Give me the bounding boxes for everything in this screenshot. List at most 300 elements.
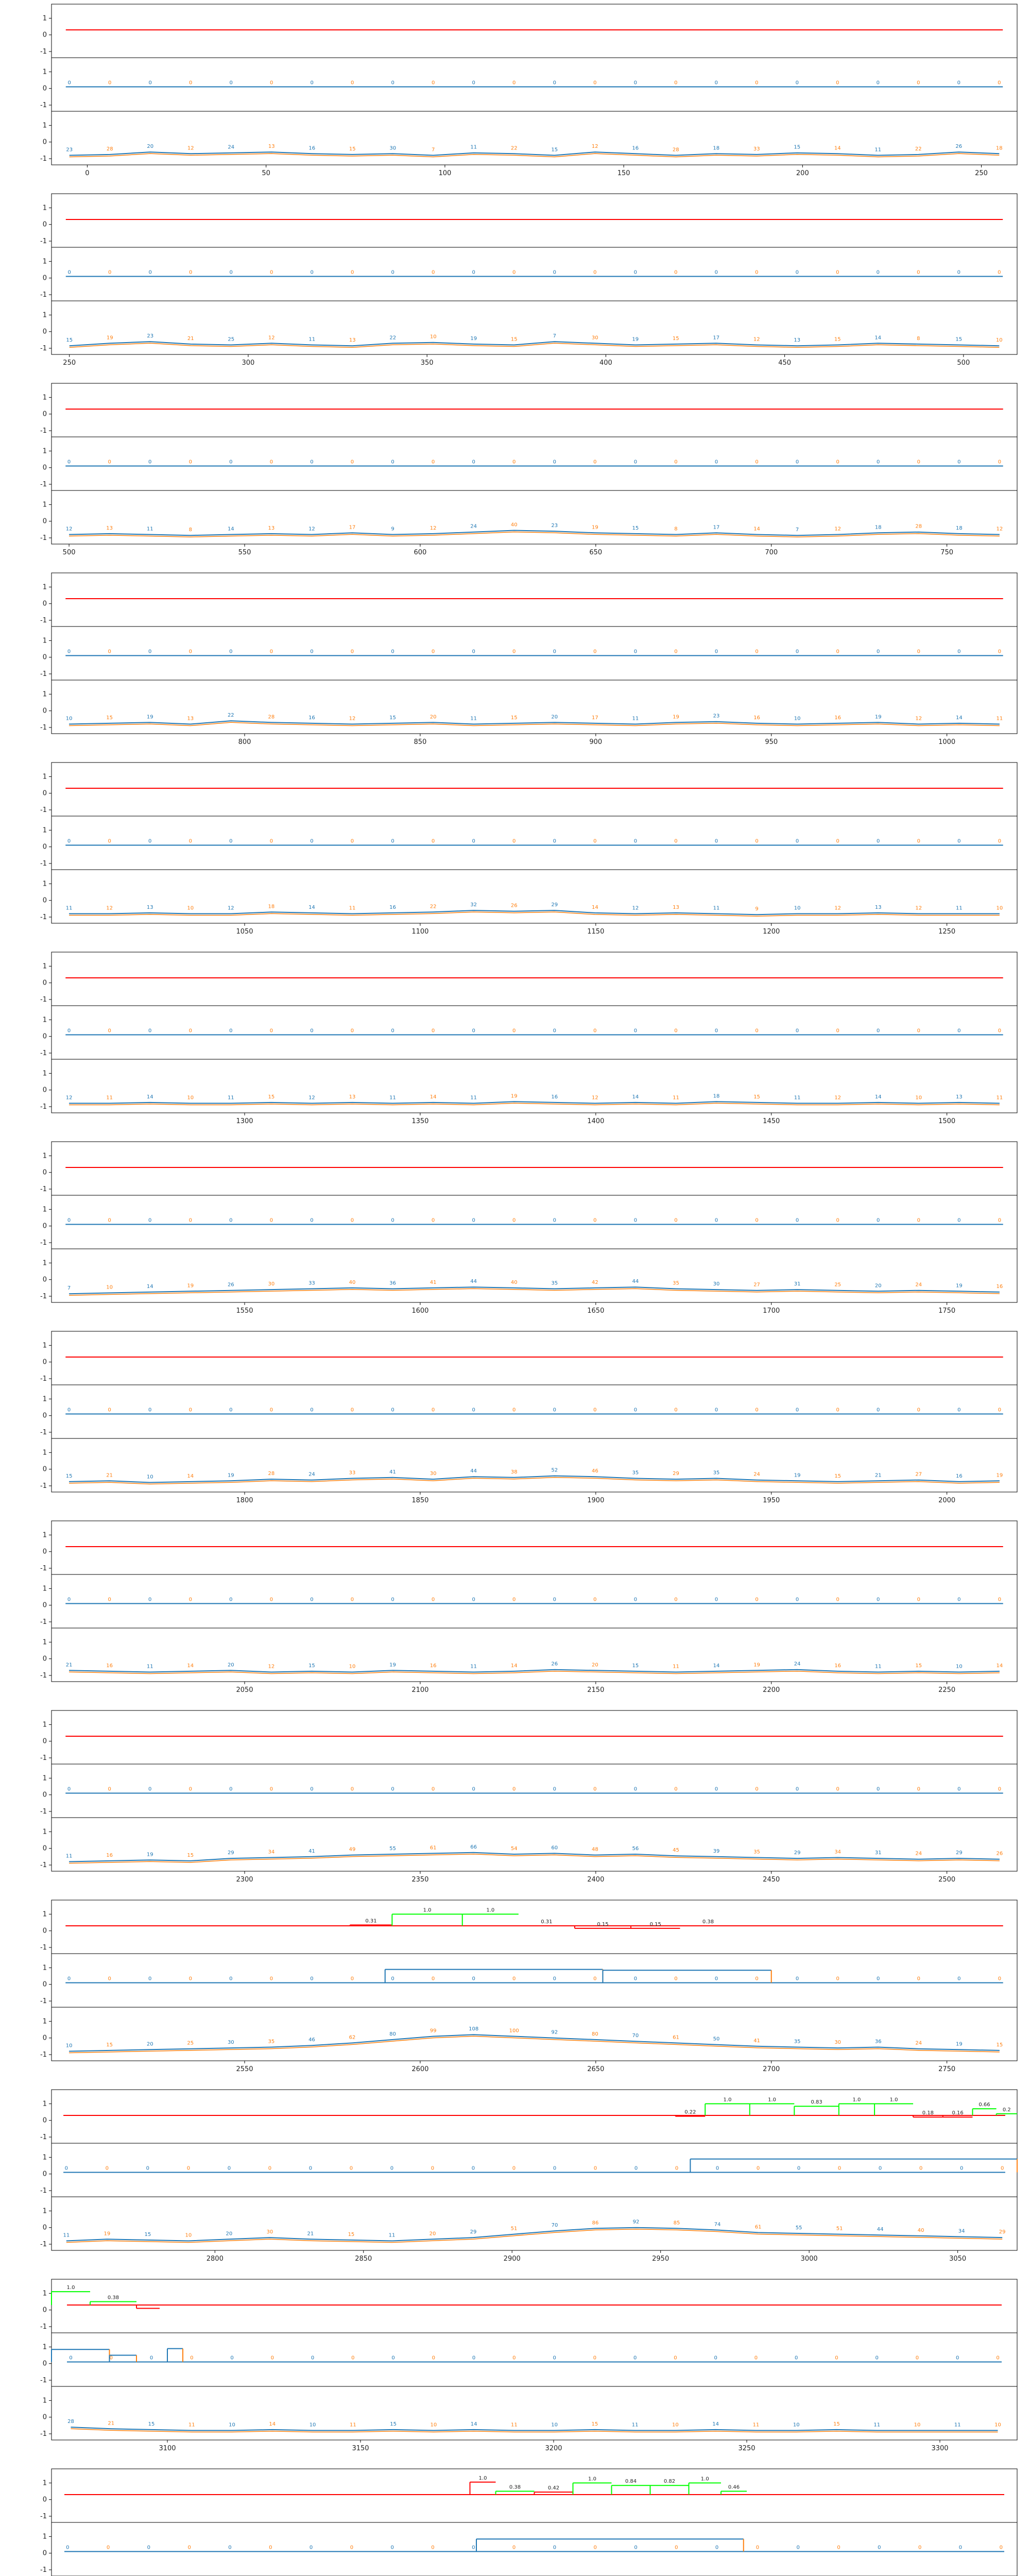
middle-marker: 0 [877, 1976, 880, 1982]
y-tick-label: -1 [40, 2187, 47, 2195]
event-label: 1.0 [66, 2285, 75, 2291]
y-tick-label: 0 [42, 1222, 47, 1230]
y-tick-label: 1 [42, 2533, 47, 2541]
subplot-frame [52, 490, 1017, 544]
middle-marker: 0 [795, 1028, 799, 1034]
y-tick-label: 1 [42, 1016, 47, 1024]
middle-marker: 0 [674, 80, 678, 86]
bottom-value-label: 15 [348, 2231, 355, 2238]
middle-marker: 0 [674, 1786, 678, 1792]
subplot [40, 2090, 1017, 2143]
middle-marker: 0 [756, 2165, 760, 2172]
subplot-frame [52, 2143, 1017, 2197]
x-tick-label: 1900 [587, 1497, 605, 1504]
middle-marker: 0 [351, 80, 354, 86]
bottom-value-label: 7 [553, 333, 556, 340]
bottom-value-label: 11 [511, 2422, 518, 2428]
subplot [40, 870, 1017, 923]
bottom-value-label: 51 [836, 2226, 843, 2232]
bottom-value-label: 35 [794, 2039, 801, 2045]
y-tick-label: 0 [42, 328, 47, 336]
bottom-value-label: 14 [874, 335, 882, 341]
middle-marker: 0 [512, 2545, 516, 2551]
x-tick-label: 2700 [763, 2065, 780, 2073]
middle-marker: 0 [512, 80, 516, 86]
middle-marker: 0 [108, 269, 112, 276]
y-tick-label: 0 [42, 221, 47, 229]
subplot-frame [52, 437, 1017, 490]
middle-marker: 0 [836, 1786, 839, 1792]
bottom-value-label: 10 [794, 905, 801, 911]
y-tick-label: 1 [42, 583, 47, 591]
bottom-value-label: 44 [470, 1279, 477, 1285]
event-label: 0.16 [952, 2110, 964, 2116]
subplot [40, 301, 1017, 354]
middle-marker: 0 [148, 1597, 152, 1603]
middle-marker: 0 [634, 2545, 638, 2551]
bottom-value-label: 28 [67, 2419, 74, 2425]
bottom-value-label: 10 [793, 2422, 800, 2428]
bottom-value-label: 28 [268, 714, 275, 720]
x-tick-label: 1000 [938, 738, 956, 746]
middle-marker: 0 [472, 2545, 475, 2551]
middle-marker: 0 [795, 459, 799, 465]
bottom-value-label: 54 [510, 1846, 518, 1852]
bottom-value-label: 11 [996, 1095, 1003, 1101]
y-tick-label: 1 [42, 773, 47, 781]
x-tick-label: 1250 [938, 928, 956, 936]
middle-marker: 0 [593, 1597, 597, 1603]
middle-marker: 0 [593, 1217, 597, 1224]
bottom-value-label: 14 [430, 1094, 437, 1100]
subplot [40, 626, 1017, 680]
middle-marker: 0 [308, 2165, 313, 2172]
middle-marker: 0 [229, 459, 233, 465]
middle-marker: 0 [390, 2545, 394, 2551]
bottom-value-label: 17 [349, 524, 356, 531]
bottom-value-label: 32 [470, 902, 477, 908]
subplot-frame [52, 2522, 1017, 2576]
bottom-series-b [69, 1289, 1000, 1295]
middle-marker: 0 [431, 838, 435, 844]
bottom-value-label: 21 [307, 2231, 314, 2237]
subplot-frame [52, 2333, 1017, 2386]
bottom-value-label: 26 [510, 903, 518, 909]
bottom-value-label: 15 [106, 715, 113, 721]
middle-marker: 0 [836, 838, 839, 844]
y-tick-label: -1 [40, 1997, 47, 2005]
y-tick-label: 0 [42, 1601, 47, 1609]
middle-marker: 0 [269, 649, 273, 655]
middle-marker: 0 [633, 1786, 638, 1792]
bottom-value-label: 15 [187, 1852, 194, 1858]
y-tick-label: -1 [40, 806, 47, 814]
y-tick-label: 0 [42, 979, 47, 987]
y-tick-label: -1 [40, 617, 47, 624]
subplot-frame [52, 194, 1017, 247]
middle-marker: 0 [431, 1407, 435, 1413]
bottom-value-label: 74 [714, 2222, 721, 2228]
middle-marker: 0 [269, 1028, 273, 1034]
middle-marker: 0 [675, 2165, 679, 2172]
bottom-value-label: 14 [146, 1094, 153, 1100]
chart-block [40, 762, 1017, 936]
middle-marker: 0 [755, 1217, 759, 1224]
y-tick-label: 1 [42, 14, 47, 23]
y-tick-label: -1 [40, 1482, 47, 1490]
middle-marker: 0 [795, 80, 799, 86]
middle-marker: 0 [919, 2165, 923, 2172]
bottom-value-label: 108 [469, 2026, 479, 2032]
x-tick-label: 800 [238, 738, 251, 746]
bottom-value-label: 11 [874, 147, 882, 153]
subplot-frame [52, 1006, 1017, 1059]
bottom-value-label: 12 [349, 716, 356, 722]
subplot [40, 2279, 1017, 2333]
x-tick-label: 3150 [352, 2445, 369, 2452]
bottom-value-label: 22 [430, 904, 437, 910]
bottom-value-label: 15 [65, 1473, 73, 1479]
x-tick-label: 2300 [236, 1876, 253, 1884]
y-tick-label: 0 [42, 1980, 47, 1989]
middle-marker: 0 [593, 1976, 597, 1982]
middle-marker: 0 [472, 838, 475, 844]
middle-marker: 0 [957, 1786, 961, 1792]
x-tick-label: 550 [238, 549, 251, 556]
x-tick-label: 2100 [411, 1686, 429, 1694]
bottom-value-label: 70 [551, 2223, 558, 2229]
middle-marker: 0 [310, 269, 314, 276]
y-tick-label: 1 [42, 2018, 47, 2026]
subplot [40, 1006, 1017, 1059]
bottom-value-label: 11 [955, 905, 963, 911]
y-tick-label: -1 [40, 1429, 47, 1436]
middle-marker: 0 [917, 80, 920, 86]
subplot [40, 2143, 1017, 2197]
middle-marker: 0 [229, 1217, 233, 1224]
middle-marker: 0 [472, 649, 475, 655]
middle-marker: 0 [795, 1217, 799, 1224]
subplot-frame [52, 1954, 1017, 2007]
bottom-value-label: 13 [268, 525, 275, 531]
middle-marker: 0 [918, 2545, 922, 2551]
middle-marker: 0 [269, 1217, 273, 1224]
bottom-value-label: 23 [147, 333, 154, 340]
bottom-value-label: 21 [106, 1472, 113, 1479]
bottom-value-label: 8 [917, 335, 920, 342]
middle-marker: 0 [270, 80, 273, 86]
middle-marker: 0 [836, 459, 839, 465]
subplot [40, 2197, 1017, 2250]
x-tick-label: 750 [940, 549, 954, 556]
bottom-value-label: 19 [673, 714, 679, 720]
middle-marker: 0 [431, 1786, 435, 1792]
bottom-value-label: 19 [389, 1662, 396, 1668]
bottom-value-label: 29 [227, 1850, 234, 1856]
middle-marker: 0 [147, 2545, 151, 2551]
middle-marker: 0 [755, 838, 759, 844]
bottom-value-label: 14 [510, 1663, 518, 1669]
bottom-value-label: 14 [996, 1663, 1003, 1669]
bottom-value-label: 26 [227, 1282, 234, 1288]
x-tick-label: 1200 [763, 928, 780, 936]
y-tick-label: -1 [40, 2377, 47, 2384]
y-tick-label: 1 [42, 2207, 47, 2215]
bottom-value-label: 15 [389, 715, 396, 721]
subplot [40, 2469, 1017, 2522]
bottom-value-label: 15 [834, 1473, 842, 1479]
middle-marker: 0 [106, 2545, 110, 2551]
bottom-value-label: 11 [308, 336, 316, 343]
x-tick-label: 2650 [587, 2065, 605, 2073]
y-tick-label: 1 [42, 2343, 47, 2351]
middle-marker: 0 [877, 1217, 880, 1224]
y-tick-label: 1 [42, 1531, 47, 1539]
bottom-value-label: 10 [229, 2422, 235, 2428]
subplot-frame [52, 573, 1017, 626]
bottom-value-label: 15 [148, 2421, 155, 2427]
middle-marker: 0 [431, 1217, 435, 1224]
chart-block [40, 1142, 1017, 1315]
event-label: 0.2 [1002, 2107, 1011, 2113]
x-tick-label: 100 [438, 170, 452, 177]
middle-marker: 0 [270, 2355, 274, 2361]
bottom-series-a [69, 1101, 1000, 1103]
subplot [40, 490, 1017, 544]
middle-marker: 0 [350, 1786, 354, 1792]
chart-block [40, 4, 1017, 177]
y-tick-label: -1 [40, 534, 47, 542]
middle-marker: 0 [957, 1597, 961, 1603]
middle-marker: 0 [553, 649, 556, 655]
middle-marker: 0 [998, 838, 1002, 844]
bottom-value-label: 12 [65, 526, 73, 532]
bottom-value-label: 12 [308, 1095, 315, 1101]
bottom-value-label: 34 [834, 1849, 842, 1855]
middle-marker: 0 [188, 1786, 192, 1792]
bottom-value-label: 24 [915, 1282, 922, 1288]
bottom-value-label: 14 [632, 1094, 639, 1100]
y-tick-label: -1 [40, 2513, 47, 2520]
bottom-value-label: 29 [955, 1850, 963, 1856]
middle-marker: 0 [67, 1028, 71, 1034]
bottom-value-label: 11 [996, 716, 1003, 722]
middle-marker: 0 [472, 269, 475, 276]
y-tick-label: 1 [42, 501, 47, 509]
middle-marker: 0 [431, 1597, 435, 1603]
middle-marker: 0 [269, 1786, 273, 1792]
y-tick-label: -1 [40, 996, 47, 1004]
middle-marker: 0 [633, 459, 638, 465]
bottom-value-label: 19 [874, 714, 882, 720]
x-tick-label: 2550 [236, 2065, 253, 2073]
bottom-value-label: 10 [994, 2422, 1001, 2428]
y-tick-label: 0 [42, 2496, 47, 2504]
middle-marker: 0 [229, 1786, 233, 1792]
bottom-value-label: 11 [146, 526, 153, 532]
middle-marker: 0 [957, 80, 960, 86]
bottom-value-label: 30 [227, 2040, 234, 2046]
middle-marker: 0 [714, 1407, 718, 1413]
bottom-value-label: 18 [713, 145, 720, 151]
bottom-value-label: 18 [874, 524, 882, 531]
bottom-value-label: 13 [874, 904, 882, 910]
middle-marker: 0 [148, 1028, 152, 1034]
middle-marker: 0 [227, 2165, 231, 2172]
middle-marker: 0 [836, 80, 839, 86]
bottom-value-label: 85 [673, 2220, 680, 2226]
x-tick-label: 1800 [236, 1497, 253, 1504]
bottom-value-label: 15 [308, 1663, 315, 1669]
middle-marker: 0 [310, 1028, 314, 1034]
middle-marker: 0 [996, 2355, 1000, 2361]
bottom-value-label: 41 [308, 1848, 315, 1854]
bottom-value-label: 13 [349, 337, 356, 344]
bottom-value-label: 14 [227, 526, 234, 532]
middle-marker: 0 [795, 1786, 799, 1792]
middle-marker: 0 [553, 269, 556, 276]
y-tick-label: -1 [40, 1672, 47, 1680]
middle-marker: 0 [714, 649, 718, 655]
bottom-value-label: 11 [188, 2422, 195, 2428]
bottom-value-label: 7 [432, 147, 435, 153]
bottom-value-label: 8 [674, 526, 678, 532]
bottom-value-label: 42 [591, 1279, 598, 1285]
middle-marker: 0 [674, 1028, 678, 1034]
x-tick-label: 1050 [236, 928, 253, 936]
x-tick-label: 3100 [159, 2445, 176, 2452]
subplot-frame [52, 952, 1017, 1006]
x-tick-label: 1850 [411, 1497, 429, 1504]
bottom-value-label: 10 [672, 2422, 679, 2428]
chart-block [40, 1710, 1017, 1884]
x-tick-label: 3050 [949, 2255, 967, 2263]
middle-marker: 0 [391, 1597, 394, 1603]
bottom-value-label: 12 [915, 905, 922, 911]
bottom-value-label: 24 [228, 144, 235, 150]
bottom-value-label: 35 [632, 1470, 639, 1476]
bottom-value-label: 11 [713, 905, 720, 911]
subplot [40, 1059, 1017, 1113]
bottom-value-label: 11 [349, 2422, 356, 2428]
middle-marker: 0 [391, 1976, 394, 1982]
chart-block [40, 1521, 1017, 1694]
bottom-value-label: 13 [955, 1094, 963, 1100]
subplot-frame [52, 1249, 1017, 1302]
middle-marker: 0 [472, 459, 475, 465]
subplot [40, 1438, 1017, 1492]
bottom-value-label: 12 [753, 336, 760, 343]
bottom-value-label: 15 [753, 1094, 760, 1100]
x-tick-label: 1300 [236, 1117, 253, 1125]
bottom-value-label: 31 [794, 1281, 801, 1287]
y-tick-label: 0 [42, 2413, 47, 2421]
bottom-value-label: 23 [551, 523, 558, 529]
bottom-value-label: 41 [430, 1279, 437, 1285]
x-tick-label: 2000 [938, 1497, 956, 1504]
middle-marker: 0 [229, 1976, 233, 1982]
middle-marker: 0 [755, 1028, 759, 1034]
middle-marker: 0 [431, 649, 435, 655]
middle-marker: 0 [957, 1976, 961, 1982]
bottom-value-label: 55 [389, 1846, 396, 1852]
y-tick-label: 1 [42, 1964, 47, 1972]
bottom-value-label: 11 [470, 716, 477, 722]
middle-marker: 0 [633, 649, 638, 655]
middle-marker: 0 [593, 1786, 597, 1792]
bottom-value-label: 41 [389, 1469, 396, 1475]
event-label: 0.31 [365, 1918, 377, 1924]
y-tick-label: -1 [40, 1754, 47, 1762]
chart-block [40, 573, 1017, 746]
middle-marker: 0 [67, 1786, 71, 1792]
middle-marker: 0 [512, 2165, 516, 2172]
middle-marker: 0 [432, 80, 435, 86]
bottom-value-label: 10 [187, 905, 194, 911]
middle-marker: 0 [67, 459, 71, 465]
middle-marker: 0 [633, 1976, 638, 1982]
bottom-value-label: 60 [551, 1845, 558, 1851]
middle-marker: 0 [67, 1597, 71, 1603]
middle-marker: 0 [674, 1976, 678, 1982]
middle-marker: 0 [108, 649, 111, 655]
middle-marker: 0 [472, 80, 475, 86]
subplot [40, 1574, 1017, 1628]
middle-marker: 0 [108, 1028, 111, 1034]
bottom-value-label: 15 [66, 337, 73, 344]
bottom-value-label: 10 [65, 2043, 73, 2049]
subplot [40, 194, 1017, 247]
bottom-value-label: 20 [146, 2041, 153, 2047]
y-tick-label: 1 [42, 2100, 47, 2108]
y-tick-label: 0 [42, 2116, 47, 2125]
middle-marker: 0 [431, 2165, 435, 2172]
bottom-value-label: 12 [834, 905, 842, 911]
middle-marker: 0 [998, 1407, 1002, 1413]
middle-marker: 0 [391, 649, 394, 655]
bottom-value-label: 19 [955, 2041, 963, 2047]
bottom-value-label: 17 [713, 335, 720, 341]
middle-marker: 0 [553, 2545, 557, 2551]
bottom-value-label: 11 [227, 1095, 234, 1101]
middle-marker: 0 [390, 2165, 394, 2172]
event-label: 1.0 [852, 2097, 861, 2103]
bottom-value-label: 16 [389, 904, 396, 910]
y-tick-label: -1 [40, 1293, 47, 1300]
subplot [40, 2386, 1017, 2440]
event-label: 0.15 [597, 1921, 609, 1927]
middle-marker: 0 [108, 1597, 111, 1603]
middle-marker: 0 [108, 1407, 111, 1413]
y-tick-label: 0 [42, 707, 47, 715]
middle-marker: 0 [149, 2355, 153, 2361]
middle-marker: 0 [957, 1028, 961, 1034]
y-tick-label: 1 [42, 1638, 47, 1647]
bottom-value-label: 16 [955, 1473, 963, 1479]
y-tick-label: -1 [40, 1618, 47, 1626]
y-tick-label: 0 [42, 789, 47, 798]
y-tick-label: -1 [40, 913, 47, 921]
bottom-value-label: 7 [67, 1285, 71, 1292]
subplot-frame [52, 383, 1017, 437]
subplot-frame [52, 1142, 1017, 1195]
bottom-value-label: 14 [874, 1094, 882, 1100]
y-tick-label: 1 [42, 1910, 47, 1919]
bottom-value-label: 19 [753, 1662, 760, 1668]
bottom-value-label: 13 [106, 525, 113, 531]
bottom-value-label: 62 [349, 2035, 356, 2041]
bottom-value-label: 26 [955, 144, 963, 150]
